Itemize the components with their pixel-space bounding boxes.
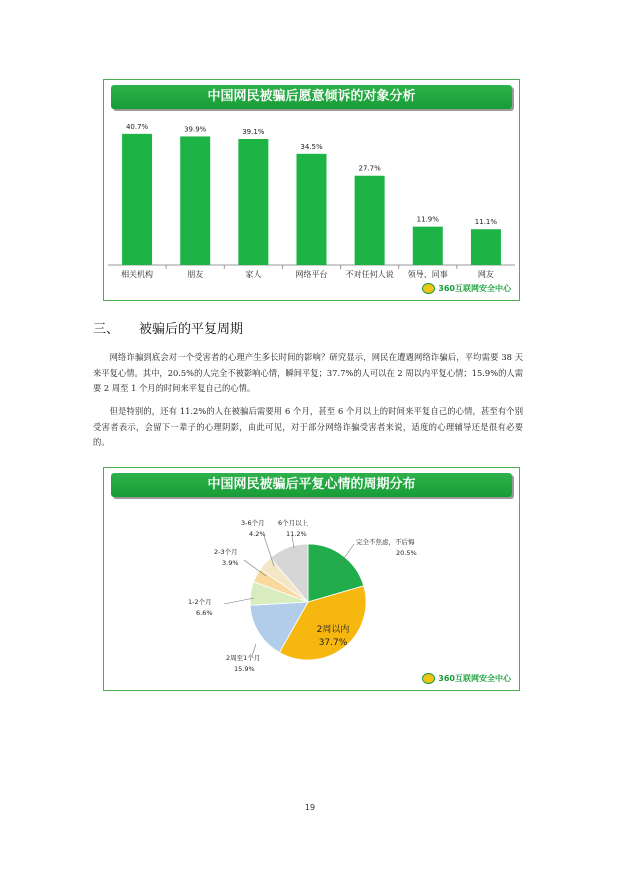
bar-value-label: 11.1% — [474, 218, 498, 227]
leader-line — [224, 598, 254, 604]
pie-slice-value: 11.2% — [286, 530, 307, 538]
bar-value-label: 40.7% — [125, 122, 149, 131]
pie-chart-panel — [103, 467, 520, 691]
logo-text: 360互联网安全中心 — [438, 283, 511, 293]
bar — [413, 227, 443, 265]
bar — [122, 134, 152, 265]
bar-value-label: 11.9% — [416, 215, 439, 224]
page-number: 19 — [304, 803, 316, 812]
pie-slice-value: 15.9% — [234, 665, 255, 673]
pie-slice-value: 6.6% — [196, 609, 213, 617]
bar-value-label: 34.5% — [300, 142, 323, 151]
x-tick-label: 不对任何人说 — [345, 270, 394, 279]
x-tick-label: 网友 — [477, 270, 494, 279]
pie-chart — [104, 468, 519, 690]
bar-chart — [104, 80, 519, 300]
brand-logo-2 — [422, 671, 511, 685]
pie-slice-label: 3-6个月 — [241, 519, 265, 527]
pie-slice-label: 2周以内 — [316, 625, 350, 635]
x-tick-label: 相关机构 — [121, 270, 154, 279]
x-tick-label: 朋友 — [187, 270, 204, 279]
bar — [297, 154, 327, 265]
section-heading — [93, 318, 243, 337]
pie-slice-label: 1-2个月 — [188, 598, 212, 606]
paragraph-1: 网络诈骗到底会对一个受害者的心理产生多长时间的影响？研究显示，网民在遭遇网络诈骗后，平均需要 38 天来平复心情。其中，20.5%的人完全不被影响心情，瞬间平复；37.7%的人可以在 2 周以内平复心情；15.9%的人需要 2 周至 1 个月的时间来平复自己的心情。 — [93, 352, 523, 393]
pie-slice-value: 3.9% — [222, 559, 239, 567]
logo-text: 360互联网安全中心 — [438, 673, 511, 683]
pie-slice-label: 2周至1个月 — [226, 654, 261, 662]
x-tick-label: 家人 — [245, 270, 262, 279]
logo-icon — [422, 283, 435, 294]
section-title: 被骗后的平复周期 — [139, 322, 244, 337]
pie-slice-value: 37.7% — [318, 638, 348, 648]
bar — [180, 136, 210, 265]
pie-slice-label: 6个月以上 — [278, 519, 309, 527]
x-tick-label: 领导、同事 — [407, 270, 448, 279]
bar — [238, 139, 268, 265]
bar-chart-panel — [103, 79, 520, 301]
bar-value-label: 39.1% — [242, 128, 265, 137]
bar — [355, 176, 385, 265]
bar-value-label: 39.9% — [184, 125, 207, 134]
x-tick-label: 网络平台 — [295, 270, 328, 279]
pie-slice-value: 20.5% — [396, 549, 417, 557]
pie-slice-label: 2-3个月 — [214, 548, 238, 556]
brand-logo — [422, 281, 511, 295]
pie-slice-value: 4.2% — [249, 530, 266, 538]
logo-icon — [422, 673, 435, 684]
paragraph-2: 但是特别的，还有 11.2%的人在被骗后需要用 6 个月，甚至 6 个月以上的时间来平复自己的心情，甚至有个别受害者表示，会留下一辈子的心理阴影，由此可见，对于部分网络诈骗受害者来说，适度的心理辅导还是很有必要的。 — [93, 406, 523, 447]
bar-chart-title: 中国网民被骗后愿意倾诉的对象分析 — [111, 85, 512, 109]
pie-chart-title: 中国网民被骗后平复心情的周期分布 — [111, 473, 512, 497]
bar — [471, 229, 501, 265]
bar-value-label: 27.7% — [358, 164, 381, 173]
section-number: 三、 — [93, 322, 120, 337]
pie-slice-label: 完全不焦虑，不后悔 — [356, 538, 415, 546]
